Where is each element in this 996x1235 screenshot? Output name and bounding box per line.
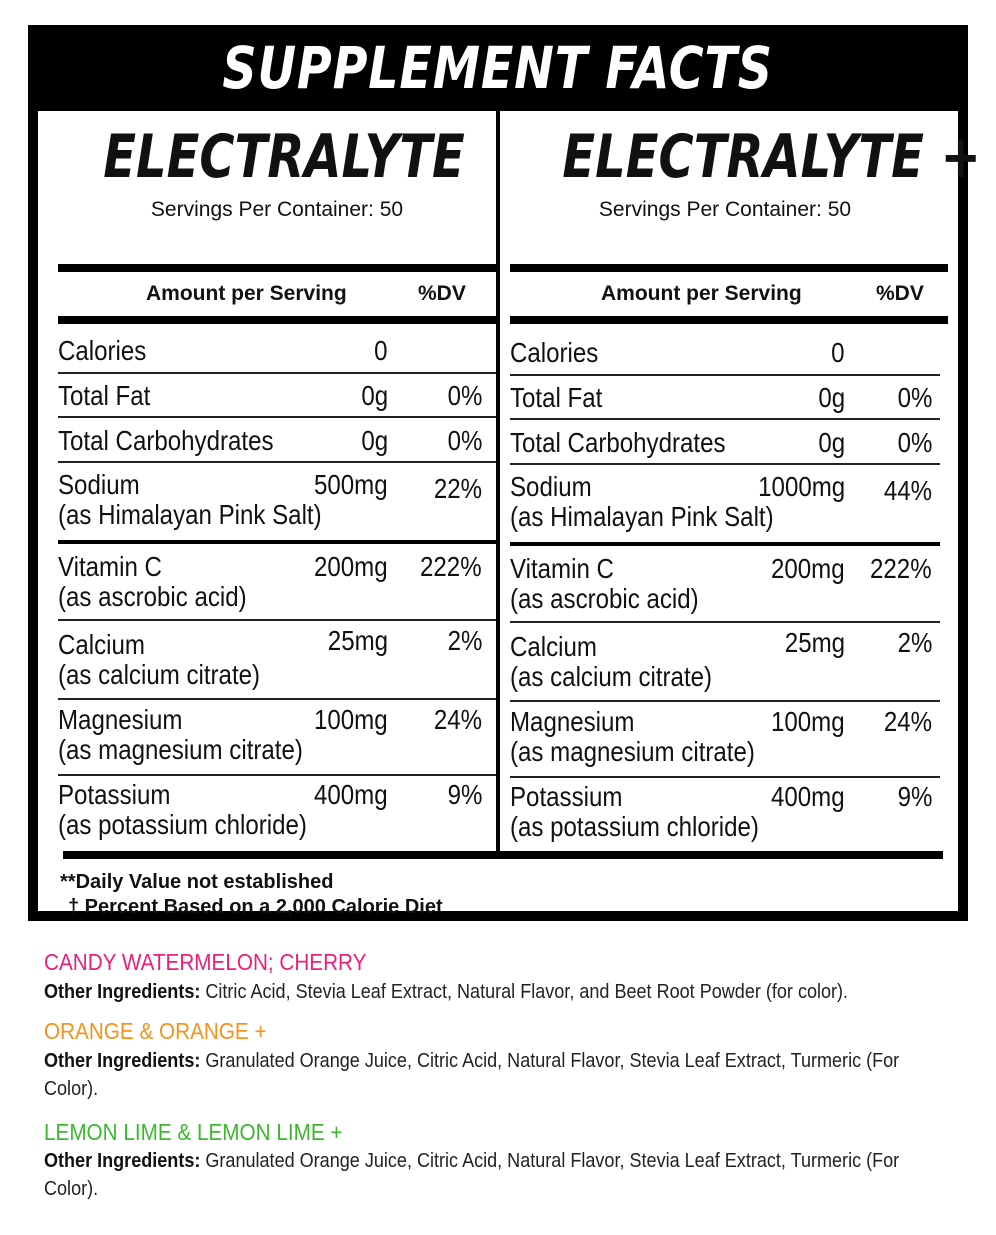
nutrient-source: (as magnesium citrate): [58, 734, 303, 765]
nutrient-amount: 500mg: [314, 469, 388, 500]
section-divider: [58, 540, 496, 544]
nutrient-dv: 24%: [433, 704, 482, 735]
supplement-facts-panel: [28, 25, 981, 921]
product-column-electralyte: [58, 111, 496, 853]
nutrient-name: Total Fat: [510, 382, 603, 413]
amount-header: Amount per Serving: [601, 282, 802, 305]
nutrient-amount: 0g: [818, 382, 845, 413]
dv-header: %DV: [876, 282, 924, 305]
ingredients-text: Granulated Orange Juice, Citric Acid, Natural Flavor, Stevia Leaf Extract, Turmeric (For Color).: [44, 1149, 900, 1200]
section-divider: [510, 542, 940, 546]
nutrient-dv: 0%: [897, 427, 932, 458]
row-divider: [510, 776, 940, 778]
nutrient-amount: 0g: [361, 380, 388, 411]
row-divider: [58, 619, 496, 621]
facts-table: [38, 111, 981, 918]
servings-per-container: Servings Per Container: 50: [150, 198, 404, 221]
nutrient-amount: 400mg: [771, 781, 845, 812]
nutrient-amount: 25mg: [327, 625, 388, 656]
amount-header: Amount per Serving: [146, 282, 347, 305]
nutrient-amount: 25mg: [784, 627, 845, 658]
nutrient-amount: 1000mg: [757, 471, 845, 502]
row-divider: [510, 418, 940, 420]
nutrient-name: Sodium: [510, 471, 592, 502]
row-divider: [58, 416, 496, 418]
nutrient-source: (as Himalayan Pink Salt): [58, 499, 322, 530]
thick-divider: [58, 264, 496, 272]
nutrient-amount: 0: [831, 337, 845, 368]
nutrient-source: (as potassium chloride): [58, 809, 307, 840]
nutrient-amount: 100mg: [314, 704, 388, 735]
footer-divider: [63, 851, 943, 859]
nutrient-amount: 200mg: [771, 553, 845, 584]
nutrient-name: Total Fat: [58, 380, 151, 411]
ingredients-label: Other Ingredients:: [44, 980, 201, 1003]
nutrient-name: Total Carbohydrates: [510, 427, 726, 458]
ingredients-text: Citric Acid, Stevia Leaf Extract, Natural Flavor, and Beet Root Powder (for color).: [200, 980, 849, 1003]
row-divider: [58, 372, 496, 374]
nutrient-amount: 400mg: [314, 779, 388, 810]
nutrient-dv: 44%: [883, 475, 932, 506]
nutrient-source: (as ascrobic acid): [510, 583, 699, 614]
row-divider: [58, 774, 496, 776]
nutrient-dv: 222%: [870, 553, 932, 584]
nutrient-dv: 9%: [897, 781, 932, 812]
row-divider: [58, 698, 496, 700]
nutrient-name: Magnesium: [58, 704, 183, 735]
title-bar: [28, 25, 968, 111]
nutrient-source: (as calcium citrate): [510, 661, 713, 692]
nutrient-source: (as calcium citrate): [58, 659, 261, 690]
flavor-heading-orange: ORANGE & ORANGE +: [44, 1018, 267, 1044]
ingredients-lemon-lime: [44, 1147, 950, 1203]
thick-divider: [58, 316, 496, 324]
nutrient-name: Potassium: [58, 779, 171, 810]
nutrient-dv: 0%: [447, 380, 482, 411]
row-divider: [510, 621, 940, 623]
row-divider: [510, 700, 940, 702]
row-divider: [58, 461, 496, 463]
nutrient-dv: 0%: [897, 382, 932, 413]
product-name: ELECTRALYTE: [103, 122, 465, 192]
flavor-heading-lemon-lime: LEMON LIME & LEMON LIME +: [44, 1119, 343, 1145]
product-name: ELECTRALYTE +: [562, 122, 981, 192]
thick-divider: [510, 264, 948, 272]
nutrient-source: (as potassium chloride): [510, 811, 759, 842]
nutrient-source: (as Himalayan Pink Salt): [510, 501, 774, 532]
servings-per-container: Servings Per Container: 50: [598, 198, 852, 221]
ingredients-label: Other Ingredients:: [44, 1149, 201, 1172]
nutrient-name: Calories: [510, 337, 599, 368]
row-divider: [510, 374, 940, 376]
nutrient-source: (as ascrobic acid): [58, 581, 247, 612]
nutrient-dv: 222%: [420, 551, 482, 582]
nutrient-name: Total Carbohydrates: [58, 425, 274, 456]
nutrient-amount: 0: [374, 335, 388, 366]
product-column-electralyte-plus: [510, 111, 981, 853]
footnote-daily-value: **Daily Value not established: [60, 871, 334, 893]
row-divider: [510, 463, 940, 465]
thick-divider: [510, 316, 948, 324]
flavor-heading-watermelon-cherry: CANDY WATERMELON; CHERRY: [44, 949, 367, 975]
nutrient-amount: 0g: [818, 427, 845, 458]
nutrient-dv: 2%: [447, 625, 482, 656]
nutrient-amount: 100mg: [771, 706, 845, 737]
nutrient-name: Calcium: [510, 631, 597, 662]
nutrient-dv: 24%: [883, 706, 932, 737]
nutrient-dv: 2%: [897, 627, 932, 658]
nutrient-name: Calcium: [58, 629, 145, 660]
nutrient-dv: 22%: [433, 473, 482, 504]
ingredients-watermelon-cherry: [44, 978, 942, 1006]
nutrient-amount: 200mg: [314, 551, 388, 582]
nutrient-name: Vitamin C: [510, 553, 614, 584]
nutrient-name: Vitamin C: [58, 551, 162, 582]
nutrient-amount: 0g: [361, 425, 388, 456]
nutrient-dv: 9%: [447, 779, 482, 810]
panel-title: SUPPLEMENT FACTS: [222, 34, 774, 102]
ingredients-text: Granulated Orange Juice, Citric Acid, Natural Flavor, Stevia Leaf Extract, Turmeric (For Color).: [44, 1049, 900, 1100]
nutrient-source: (as magnesium citrate): [510, 736, 755, 767]
ingredients-label: Other Ingredients:: [44, 1049, 201, 1072]
nutrient-name: Calories: [58, 335, 147, 366]
dv-header: %DV: [418, 282, 466, 305]
column-divider: [496, 111, 500, 853]
nutrient-name: Sodium: [58, 469, 140, 500]
footnote-calorie-diet: † Percent Based on a 2,000 Calorie Diet: [68, 896, 443, 918]
nutrient-name: Magnesium: [510, 706, 635, 737]
nutrient-dv: 0%: [447, 425, 482, 456]
ingredients-orange: [44, 1047, 950, 1103]
nutrient-name: Potassium: [510, 781, 623, 812]
